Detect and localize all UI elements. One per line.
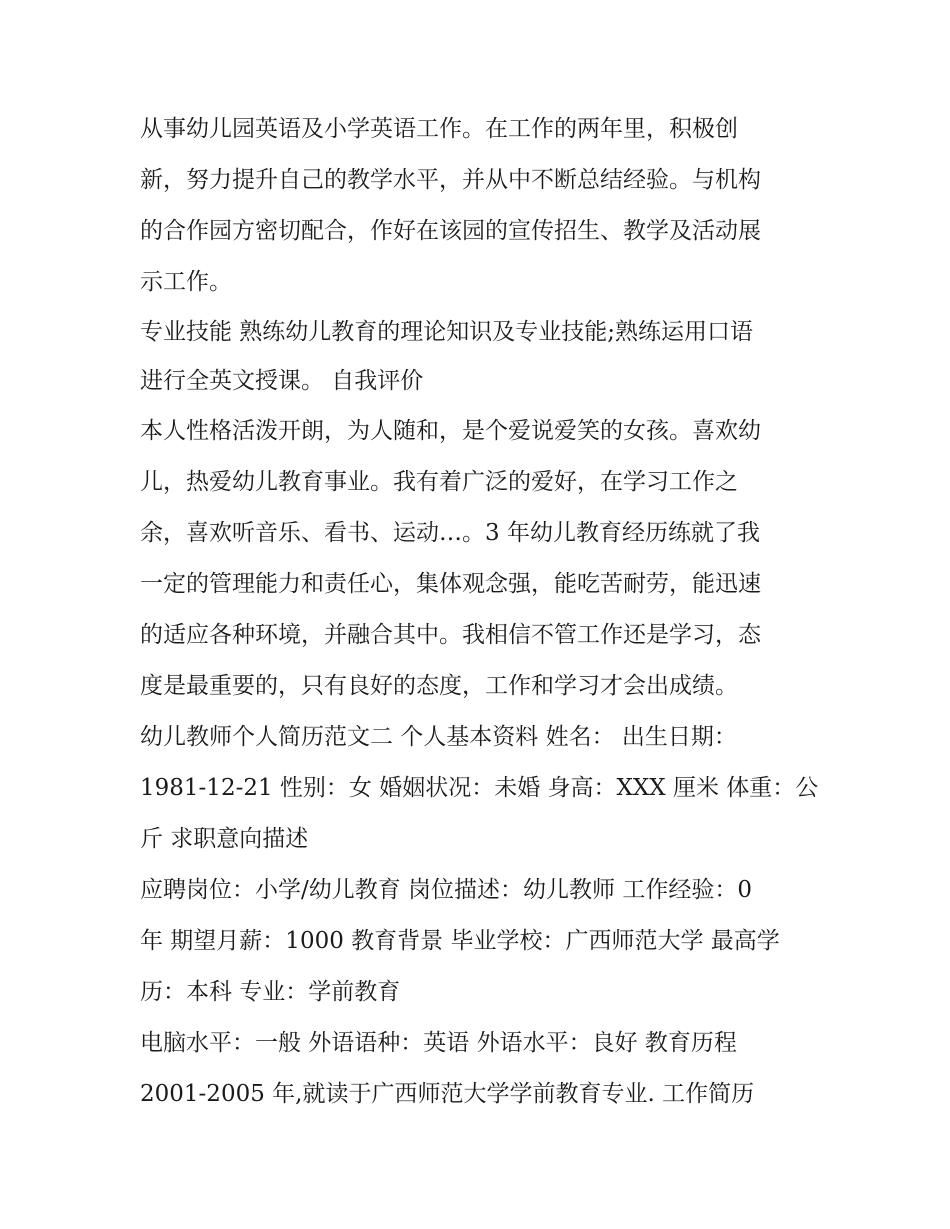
text-line: 度是最重要的，只有良好的态度，工作和学习才会出成绩。 — [140, 673, 738, 699]
text-line: 1981-12-21 性别：女 婚姻状况：未婚 身高：XXX 厘米 体重：公 — [140, 775, 819, 801]
paragraph-job-intention — [140, 865, 820, 1018]
text-line: 一定的管理能力和责任心，集体观念强，能吃苦耐劳，能迅速 — [140, 571, 761, 597]
document-body — [140, 104, 820, 1120]
text-line: 进行全英文授课。 自我评价 — [140, 368, 424, 394]
paragraph-education-history — [140, 1018, 820, 1120]
paragraph-self-evaluation — [140, 406, 820, 865]
text-line: 本人性格活泼开朗，为人随和，是个爱说爱笑的女孩。喜欢幼 — [140, 418, 761, 444]
text-line: 的适应各种环境，并融合其中。我相信不管工作还是学习，态 — [140, 622, 761, 648]
text-line: 新，努力提升自己的教学水平，并从中不断总结经验。与机构 — [140, 167, 761, 193]
text-line: 年 期望月薪：1000 教育背景 毕业学校：广西师范大学 最高学 — [140, 928, 780, 954]
text-line: 示工作。 — [140, 269, 232, 295]
paragraph-professional-skills — [140, 308, 820, 406]
text-line: 从事幼儿园英语及小学英语工作。在工作的两年里，积极创 — [140, 116, 738, 142]
text-line: 幼儿教师个人简历范文二 个人基本资料 姓名： 出生日期： — [140, 724, 737, 750]
text-line: 的合作园方密切配合，作好在该园的宣传招生、教学及活动展 — [140, 218, 761, 244]
paragraph-work-experience — [140, 104, 820, 308]
text-line: 应聘岗位：小学/幼儿教育 岗位描述：幼儿教师 工作经验：0 — [140, 877, 753, 903]
text-line: 斤 求职意向描述 — [140, 826, 309, 852]
text-line: 2001-2005 年,就读于广西师范大学学前教育专业. 工作简历 — [140, 1081, 755, 1107]
text-line: 专业技能 熟练幼儿教育的理论知识及专业技能;熟练运用口语 — [140, 319, 754, 345]
text-line: 电脑水平：一般 外语语种：英语 外语水平：良好 教育历程 — [140, 1030, 737, 1056]
text-line: 历：本科 专业：学前教育 — [140, 979, 401, 1005]
text-line: 余，喜欢听音乐、看书、运动…。3 年幼儿教育经历练就了我 — [140, 520, 760, 546]
text-line: 儿，热爱幼儿教育事业。我有着广泛的爱好，在学习工作之 — [140, 469, 738, 495]
